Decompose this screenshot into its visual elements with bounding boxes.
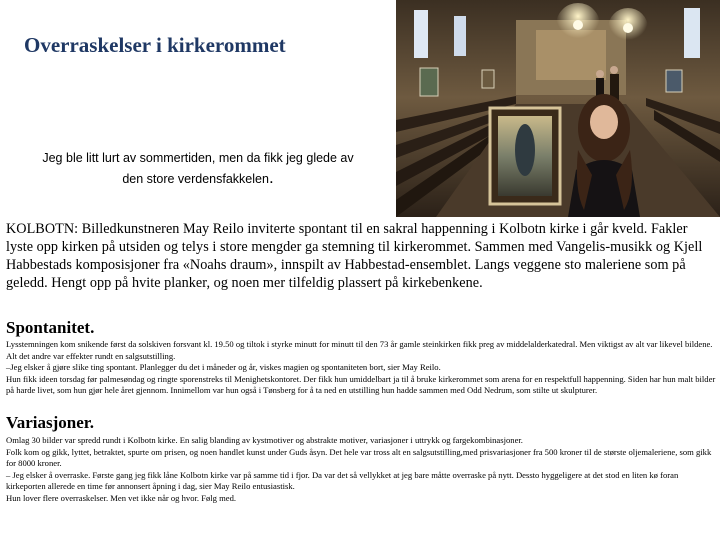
caption-line-1: Jeg ble litt lurt av sommertiden, men da fikk jeg glede av — [42, 151, 354, 165]
caption-line-2-text: den store verdensfakkelen — [122, 172, 269, 186]
church-photo-illustration — [396, 0, 720, 217]
article-title: Overraskelser i kirkerommet — [24, 33, 286, 57]
paragraph: –Jeg elsker å gjøre slike ting spontant. Planlegger du det i måneder og år, viskes magien og spontaniteten bort, sier May Reilo. — [6, 362, 441, 372]
paragraph: Omlag 30 bilder var spredd rundt i Kolbotn kirke. En salig blanding av kystmotiver og abstrakte motiver, variasjoner i uttrykk og fargekombinasjoner. — [6, 435, 523, 445]
paragraph: Lysstemningen kom snikende først da solskiven forsvant kl. 19.50 og tiltok i styrke minutt for minutt til den 73 år gamle steinkirken fikk preg av middelalderkatedral. Men viktigst av alt var likevel bildene. Alt det andre var effekter rundt en salgsutstilling. — [6, 339, 713, 361]
section-body-variasjoner — [6, 435, 718, 504]
section-heading-spontanitet: Spontanitet. — [6, 318, 95, 337]
paragraph: Folk kom og gikk, lyttet, betraktet, spurte om prisen, og noen handlet kunst under Guds åsyn. Det hele var tross alt en salgsutstilling,med prisvariasjoner fra 500 kroner til de største oljemaleriene, som gikk for 8000 kroner. — [6, 446, 712, 468]
paragraph: Hun lover flere overraskelser. Men vet ikke når og hvor. Følg med. — [6, 492, 237, 503]
section-body-spontanitet — [6, 339, 718, 397]
photo-caption — [4, 149, 392, 189]
caption-end: . — [268, 168, 274, 187]
article-intro: KOLBOTN: Billedkunstneren May Reilo inviterte spontant til en sakral happenning i Kolbotn kirke i går kveld. Fakler lyste opp kirken på utsiden og telys i store mengder ga stemning til kirkerommet. Sammen med Vangelis-musikk og Kjell Habbestads komposisjoner fra «Noahs draum», innspilt av Habbestad-ensemblet. Langs veggene sto maleriene som på geledd. Hengt opp på hvite planker, og noen mer tilfeldig plassert på kirkebenkene. — [6, 221, 703, 291]
church-interior-photo — [396, 0, 720, 217]
caption-line-2 — [4, 168, 392, 189]
section-heading-variasjoner: Variasjoner. — [6, 413, 94, 432]
paragraph: Hun fikk ideen torsdag før palmesøndag og ringte sporenstreks til Menighetskontoret. Der fikk hun umiddelbart ja til å bruke kirkerommet som arena for en respektfull happenning. Siden har hun malt bilder på harde livet, som hun gjør hele året gjennom. Innimellom var hun også i Tønsberg for å ta ned en utstilling hun hadde sammen med Odd Nedrum, som stilte ut skulpturer. — [6, 373, 716, 395]
paragraph: – Jeg elsker å overraske. Første gang jeg fikk låne Kolbotn kirke var på samme tid i fjor. Da var det så vellykket at jeg bare måtte overraske på nytt. Dessto hyggeligere at det stod en liten kø foran kirkeporten allerede en time før annonsert åpning i dag, sier May Reilo entusiastisk. — [6, 469, 679, 491]
